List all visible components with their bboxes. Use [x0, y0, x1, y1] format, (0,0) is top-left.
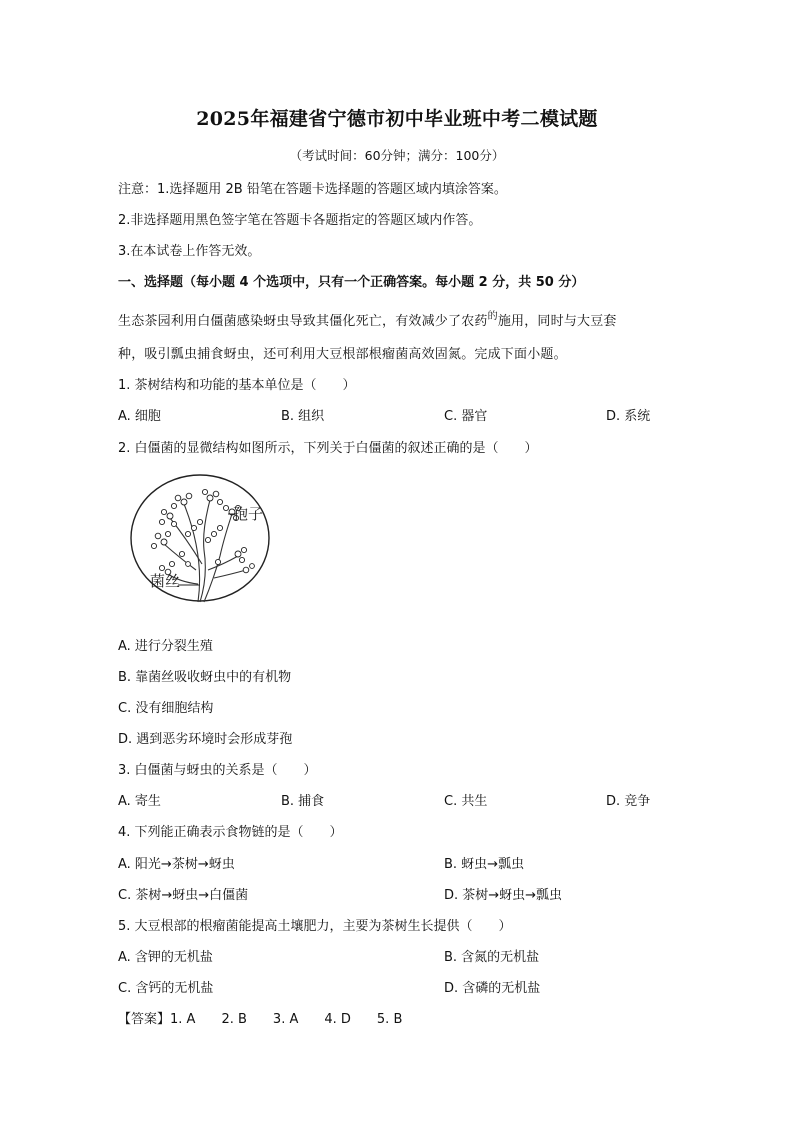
q5-option-c: C. 含钙的无机盐 [118, 981, 214, 996]
answer-label: 【答案】 [118, 1012, 171, 1027]
q2-option-a: A. 进行分裂生殖 [118, 639, 213, 654]
section-heading: 一、选择题（每小题 4 个选项中，只有一个正确答案。每小题 2 分，共 50 分） [118, 275, 585, 290]
q3-option-d: D. 竞争 [606, 794, 651, 809]
spore-clusters [151, 489, 254, 574]
note-3: 3.在本试卷上作答无效。 [118, 244, 261, 259]
q3-option-c: C. 共生 [444, 794, 488, 809]
q1-option-b: B. 组织 [281, 409, 325, 424]
fungus-microscope-figure [128, 474, 270, 606]
note-1: 注意：1.选择题用 2B 铅笔在答题卡选择题的答题区域内填涂答案。 [118, 182, 507, 197]
answer-item: 3. A [272, 1012, 299, 1027]
spore-label: 孢子 [233, 505, 264, 523]
q2-option-c: C. 没有细胞结构 [118, 701, 214, 716]
question-1-stem: 1. 茶树结构和功能的基本单位是（ ） [118, 378, 356, 393]
q4-option-d: D. 茶树→蚜虫→瓢虫 [444, 888, 563, 903]
intro-line-2: 种，吸引瓢虫捕食蚜虫，还可利用大豆根部根瘤菌高效固氮。完成下面小题。 [118, 347, 567, 362]
page-title: 2025年福建省宁德市初中毕业班中考二模试题 [196, 108, 598, 130]
q1-option-d: D. 系统 [606, 409, 651, 424]
answer-item: 4. D [324, 1012, 351, 1027]
q5-option-a: A. 含钾的无机盐 [118, 950, 213, 965]
note-2: 2.非选择题用黑色签字笔在答题卡各题指定的答题区域内作答。 [118, 213, 482, 228]
question-2-stem: 2. 白僵菌的显微结构如图所示，下列关于白僵菌的叙述正确的是（ ） [118, 441, 538, 456]
question-5-stem: 5. 大豆根部的根瘤菌能提高土壤肥力，主要为茶树生长提供（ ） [118, 919, 512, 934]
question-3-stem: 3. 白僵菌与蚜虫的关系是（ ） [118, 763, 317, 778]
answer-item: 1. A [170, 1012, 196, 1027]
q4-option-b: B. 蚜虫→瓢虫 [444, 857, 525, 872]
q5-option-d: D. 含磷的无机盐 [444, 981, 541, 996]
answer-item: 2. B [221, 1012, 247, 1027]
answer-key [118, 1008, 402, 1027]
q3-option-b: B. 捕食 [281, 794, 325, 809]
q1-option-a: A. 细胞 [118, 409, 161, 424]
answer-item: 5. B [376, 1012, 403, 1027]
q4-option-a: A. 阳光→茶树→蚜虫 [118, 857, 235, 872]
question-4-stem: 4. 下列能正确表示食物链的是（ ） [118, 825, 343, 840]
q2-option-d: D. 遇到恶劣环境时会形成芽孢 [118, 732, 293, 747]
q4-option-c: C. 茶树→蚜虫→白僵菌 [118, 888, 249, 903]
q3-option-a: A. 寄生 [118, 794, 161, 809]
q5-option-b: B. 含氮的无机盐 [444, 950, 540, 965]
hypha-label: 菌丝 [150, 572, 181, 590]
exam-info: （考试时间：60分钟；满分：100分） [289, 148, 505, 163]
q2-option-b: B. 靠菌丝吸收蚜虫中的有机物 [118, 670, 292, 685]
q1-option-c: C. 器官 [444, 409, 488, 424]
intro-line-1: 生态茶园利用白僵菌感染蚜虫导致其僵化死亡，有效减少了农药$^的$施用，同时与大豆套 [118, 311, 617, 329]
